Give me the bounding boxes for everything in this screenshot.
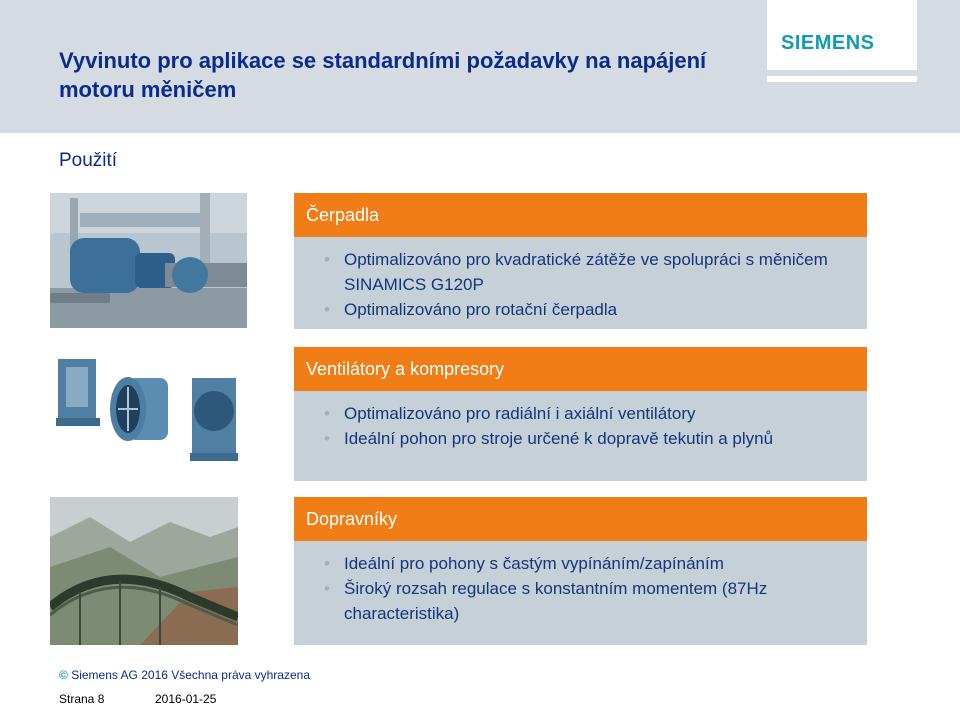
siemens-logo: SIEMENS: [781, 32, 875, 54]
pump-photo: [50, 193, 247, 328]
panel-conveyors-heading: Dopravníky: [294, 497, 867, 541]
list-item: • Optimalizováno pro rotační čerpadla: [324, 297, 855, 322]
list-item: • Optimalizováno pro kvadratické zátěže ve spolupráci s měničem SINAMICS G120P: [324, 247, 855, 297]
list-item: • Ideální pohon pro stroje určené k dopravě tekutin a plynů: [324, 426, 855, 451]
page-number: Strana 8: [59, 692, 105, 706]
footer-date: 2016-01-25: [155, 692, 217, 706]
panel-conveyors-body: [294, 541, 867, 645]
panel-fans-heading: Ventilátory a kompresory: [294, 347, 867, 391]
fans-photo: [52, 353, 240, 473]
copyright-symbol: ©: [59, 668, 68, 682]
copyright-text: Siemens AG 2016 Všechna práva vyhrazena: [71, 668, 310, 682]
panel-pumps-body: [294, 237, 867, 329]
footer-copyright: [59, 668, 310, 682]
list-item: • Optimalizováno pro radiální i axiální ventilátory: [324, 401, 855, 426]
conveyor-photo: [50, 497, 238, 645]
list-item: • Široký rozsah regulace s konstantním momentem (87Hz characteristika): [324, 576, 855, 626]
page-title: Vyvinuto pro aplikace se standardními požadavky na napájení motoru měničem: [59, 48, 707, 102]
section-label: Použití: [59, 150, 118, 171]
list-item: • Ideální pro pohony s častým vypínáním/zapínáním: [324, 551, 855, 576]
panel-fans-body: [294, 391, 867, 481]
panel-pumps-heading: Čerpadla: [294, 193, 867, 237]
logo-underline: [767, 76, 917, 82]
